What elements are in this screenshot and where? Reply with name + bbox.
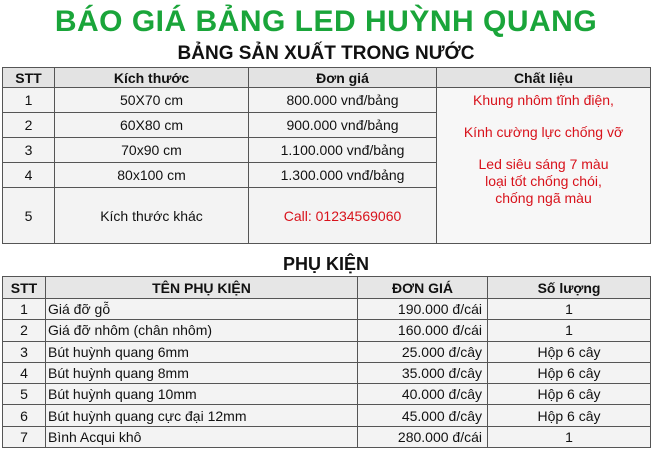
column-header-name: TÊN PHỤ KIỆN [46, 277, 358, 299]
table-row [3, 426, 651, 447]
accessories-header-row [3, 277, 651, 299]
accessory-quantity: 1 [488, 426, 651, 447]
accessory-quantity: Hộp 6 cây [488, 341, 651, 362]
product-size: 70x90 cm [55, 138, 249, 163]
accessory-name: Giá đỡ gỗ [46, 299, 358, 320]
accessory-stt: 5 [3, 384, 46, 405]
accessory-price: 25.000 đ/cây [358, 341, 488, 362]
accessory-price: 45.000 đ/cây [358, 405, 488, 426]
accessory-price: 40.000 đ/cây [358, 384, 488, 405]
accessory-stt: 1 [3, 299, 46, 320]
accessory-quantity: Hộp 6 cây [488, 405, 651, 426]
column-header-price: ĐƠN GIÁ [358, 277, 488, 299]
accessory-price: 280.000 đ/cái [358, 426, 488, 447]
accessory-stt: 7 [3, 426, 46, 447]
accessory-stt: 2 [3, 320, 46, 341]
material-line: Kính cường lực chống vỡ [463, 124, 624, 140]
column-header-material: Chất liệu [437, 68, 651, 88]
products-subtitle: BẢNG SẢN XUẤT TRONG NƯỚC [177, 43, 475, 64]
table-row [3, 362, 651, 383]
table-row [3, 88, 651, 113]
product-stt: 2 [3, 113, 55, 138]
product-price: 900.000 vnđ/bảng [249, 113, 437, 138]
product-stt: 4 [3, 163, 55, 188]
accessory-price: 190.000 đ/cái [358, 299, 488, 320]
accessory-name: Bút huỳnh quang 6mm [46, 341, 358, 362]
accessory-price: 35.000 đ/cây [358, 362, 488, 383]
table-row [3, 320, 651, 341]
accessory-quantity: 1 [488, 299, 651, 320]
accessory-name: Giá đỡ nhôm (chân nhôm) [46, 320, 358, 341]
accessory-quantity: Hộp 6 cây [488, 362, 651, 383]
material-line: Led siêu sáng 7 màu [478, 156, 609, 172]
table-row [3, 384, 651, 405]
column-header-price: Đơn giá [249, 68, 437, 88]
accessory-name: Bút huỳnh quang 8mm [46, 362, 358, 383]
page-title: BÁO GIÁ BẢNG LED HUỲNH QUANG [54, 5, 598, 38]
product-size: 50X70 cm [55, 88, 249, 113]
product-price: 800.000 vnđ/bảng [249, 88, 437, 113]
material-line: Khung nhôm tĩnh điện, [473, 92, 614, 108]
accessory-stt: 6 [3, 405, 46, 426]
accessory-name: Bình Acqui khô [46, 426, 358, 447]
product-stt: 5 [3, 188, 55, 244]
accessory-name: Bút huỳnh quang cực đại 12mm [46, 405, 358, 426]
accessory-stt: 4 [3, 362, 46, 383]
table-row [3, 405, 651, 426]
material-description [437, 88, 651, 244]
material-line: chống ngã màu [495, 190, 592, 206]
product-stt: 3 [3, 138, 55, 163]
accessory-quantity: Hộp 6 cây [488, 384, 651, 405]
product-size: Kích thước khác [55, 188, 249, 244]
product-price: 1.300.000 vnđ/bảng [249, 163, 437, 188]
contact-phone: Call: 01234569060 [249, 188, 437, 244]
accessories-title: PHỤ KIỆN [282, 254, 369, 274]
products-table [2, 67, 651, 244]
product-price: 1.100.000 vnđ/bảng [249, 138, 437, 163]
column-header-stt: STT [3, 68, 55, 88]
product-stt: 1 [3, 88, 55, 113]
material-line: loại tốt chống chói, [485, 173, 602, 189]
table-row [3, 341, 651, 362]
products-header-row [3, 68, 651, 88]
product-size: 80x100 cm [55, 163, 249, 188]
column-header-size: Kích thước [55, 68, 249, 88]
accessory-name: Bút huỳnh quang 10mm [46, 384, 358, 405]
accessory-price: 160.000 đ/cái [358, 320, 488, 341]
column-header-stt: STT [3, 277, 46, 299]
accessory-stt: 3 [3, 341, 46, 362]
accessories-table [2, 276, 651, 448]
accessory-quantity: 1 [488, 320, 651, 341]
table-row [3, 299, 651, 320]
column-header-quantity: Số lượng [488, 277, 651, 299]
product-size: 60X80 cm [55, 113, 249, 138]
